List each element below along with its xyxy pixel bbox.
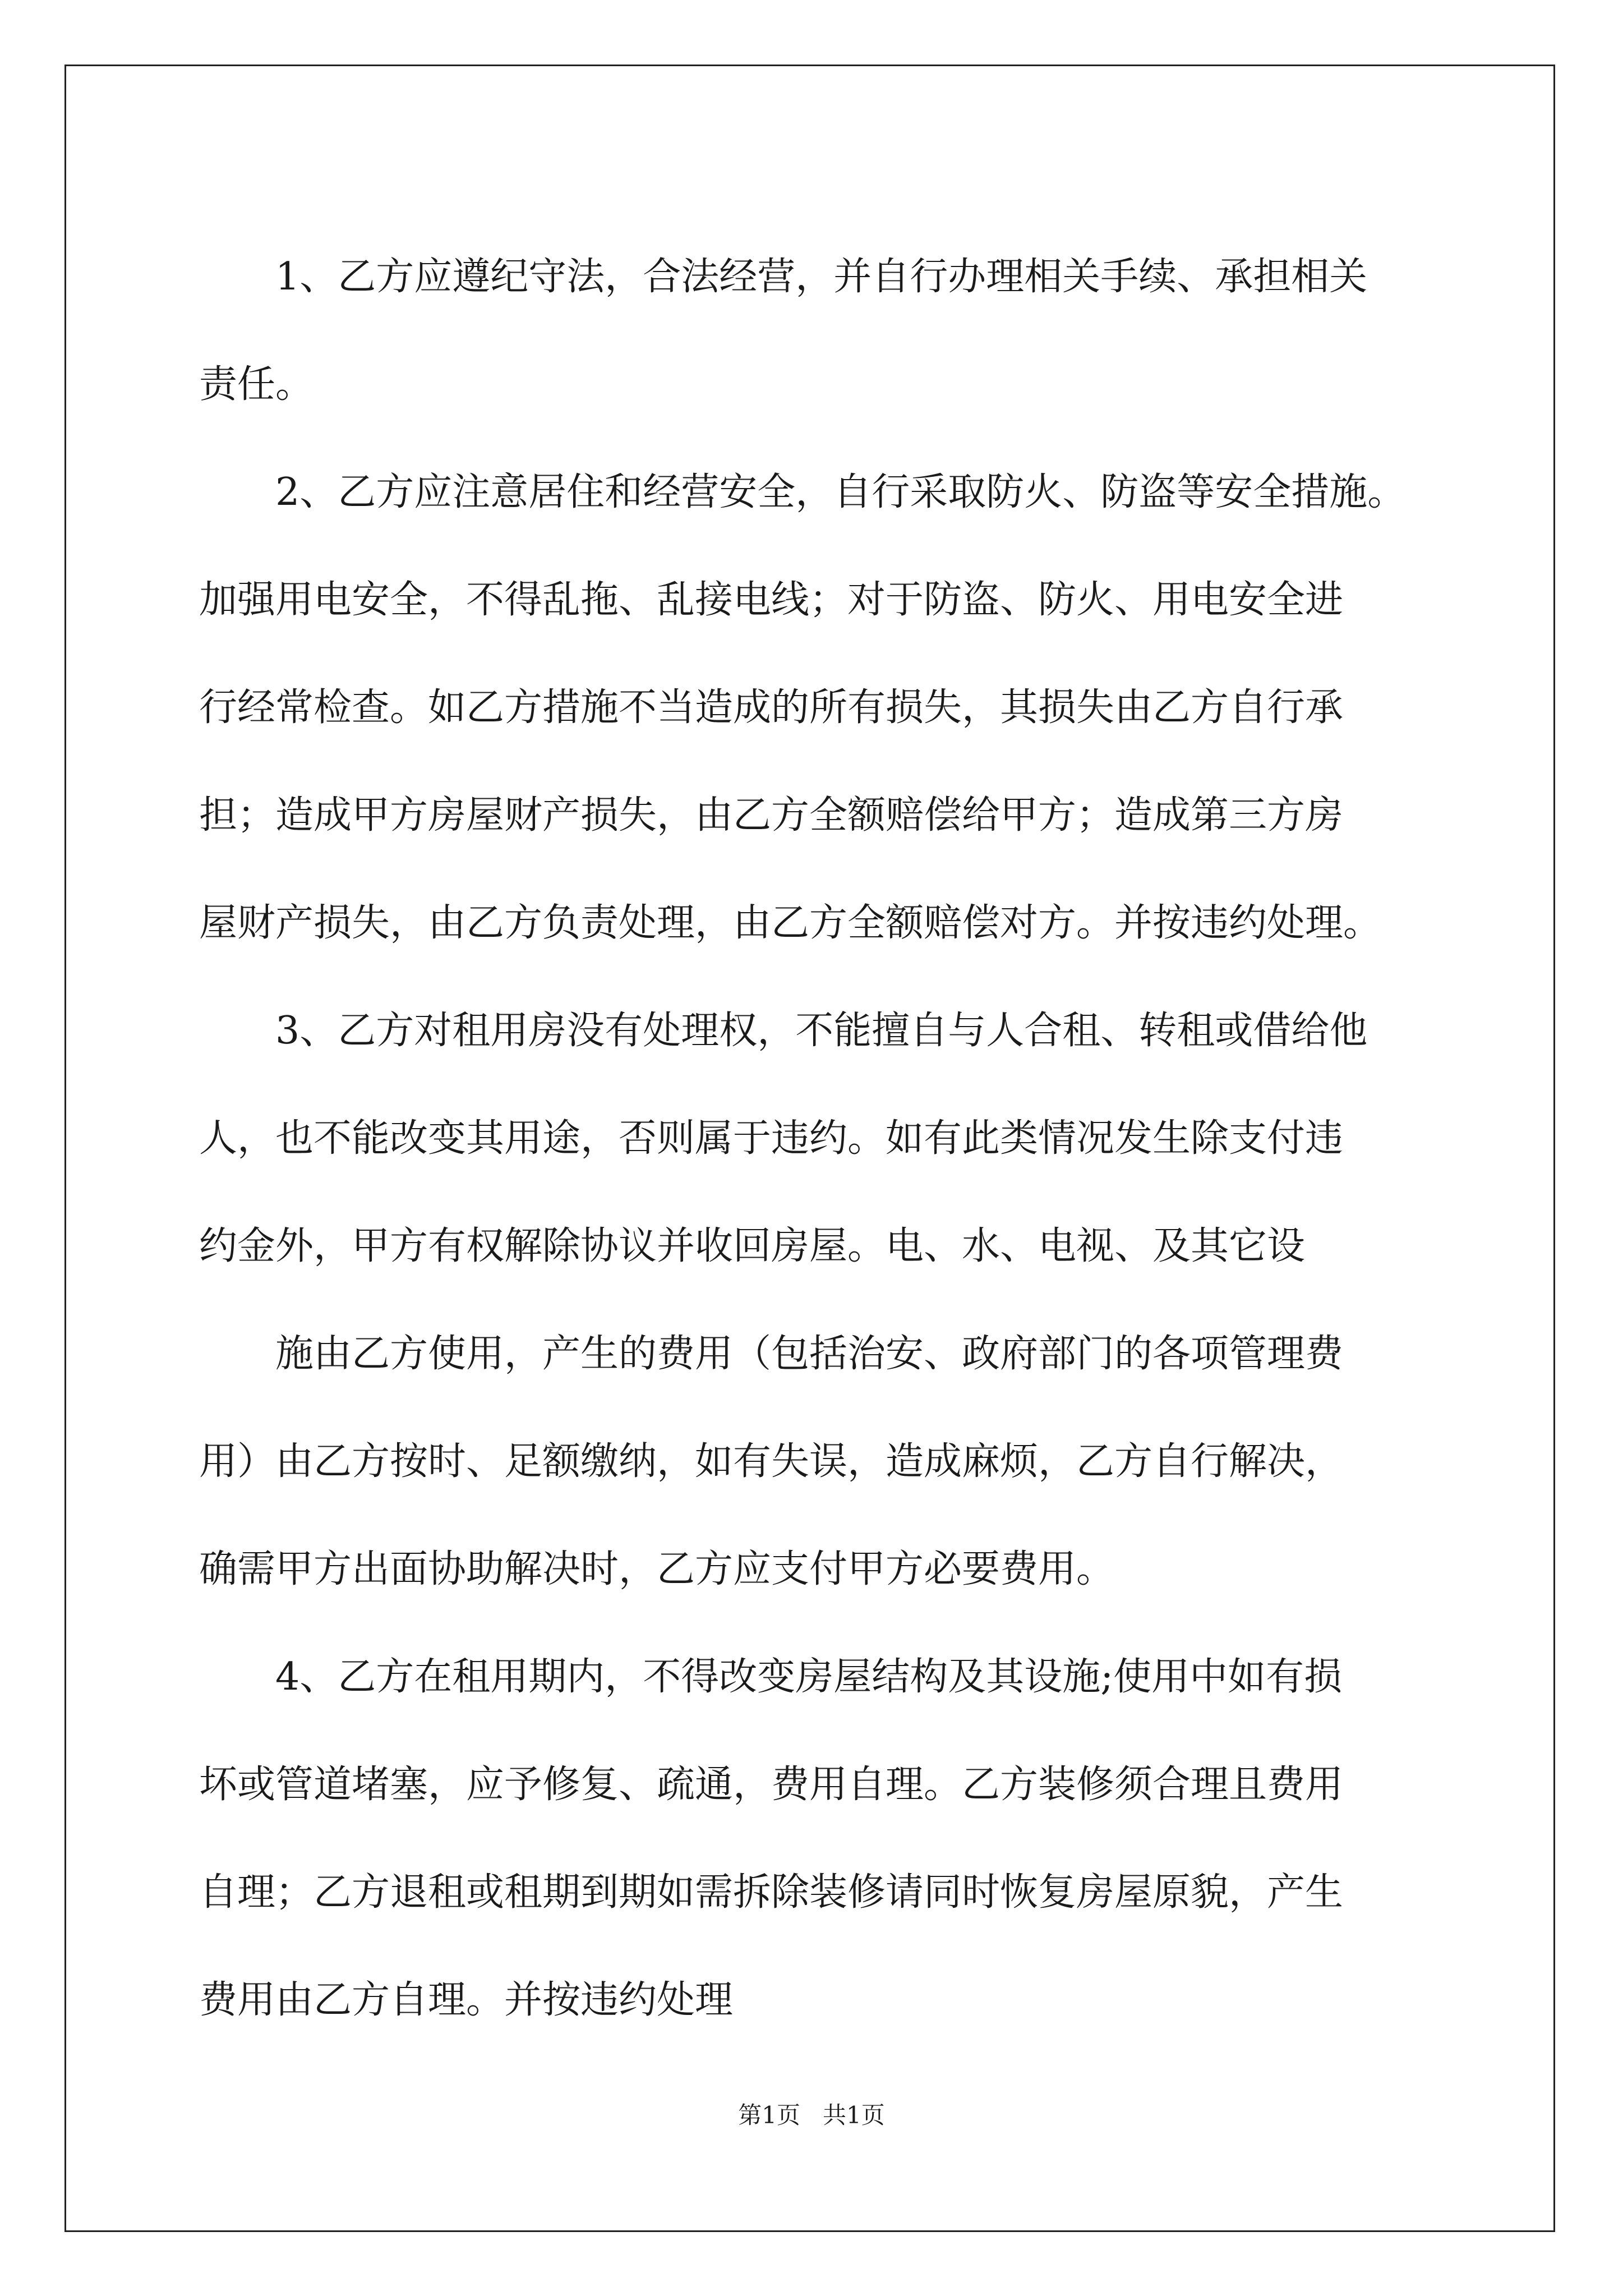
- text-line: 1、乙方应遵纪守法，合法经营，并自行办理相关手续、承担相关: [275, 255, 1368, 299]
- text-line: 约金外，甲方有权解除协议并收回房屋。电、水、电视、及其它设: [199, 1224, 1306, 1268]
- document-body: [199, 223, 1433, 2054]
- text-line: 3、乙方对租用房没有处理权，不能擅自与人合租、转租或借给他: [275, 1009, 1368, 1053]
- text-line: 加强用电安全，不得乱拖、乱接电线；对于防盗、防火、用电安全进: [199, 578, 1344, 622]
- text-line: 屋财产损失，由乙方负责处理，由乙方全额赔偿对方。并按违约处理。: [199, 901, 1382, 945]
- page-total: 共1页: [823, 2101, 885, 2129]
- text-line: 自理；乙方退租或租期到期如需拆除装修请同时恢复房屋原貌，产生: [199, 1870, 1344, 1915]
- text-line: 责任。: [199, 362, 314, 407]
- text-line: 费用由乙方自理。并按违约处理: [199, 1978, 734, 2022]
- page-footer: [0, 2097, 1623, 2131]
- text-line: 4、乙方在租用期内，不得改变房屋结构及其设施;使用中如有损: [275, 1655, 1343, 1699]
- text-line: 人，也不能改变其用途，否则属于违约。如有此类情况发生除支付违: [199, 1116, 1344, 1161]
- page-number: 第1页: [738, 2101, 800, 2129]
- text-line: 行经常检查。如乙方措施不当造成的所有损失，其损失由乙方自行承: [199, 685, 1344, 730]
- text-line: 确需甲方出面协助解决时，乙方应支付甲方必要费用。: [199, 1547, 1115, 1591]
- text-line: 坏或管道堵塞，应予修复、疏通，费用自理。乙方装修须合理且费用: [199, 1763, 1344, 1807]
- text-line: 施由乙方使用，产生的费用（包括治安、政府部门的各项管理费: [275, 1332, 1344, 1376]
- text-line: 担；造成甲方房屋财产损失，由乙方全额赔偿给甲方；造成第三方房: [199, 793, 1344, 838]
- text-line: 用）由乙方按时、足额缴纳，如有失误，造成麻烦，乙方自行解决，: [199, 1439, 1344, 1484]
- text-line: 2、乙方应注意居住和经营安全，自行采取防火、防盗等安全措施。: [275, 470, 1406, 514]
